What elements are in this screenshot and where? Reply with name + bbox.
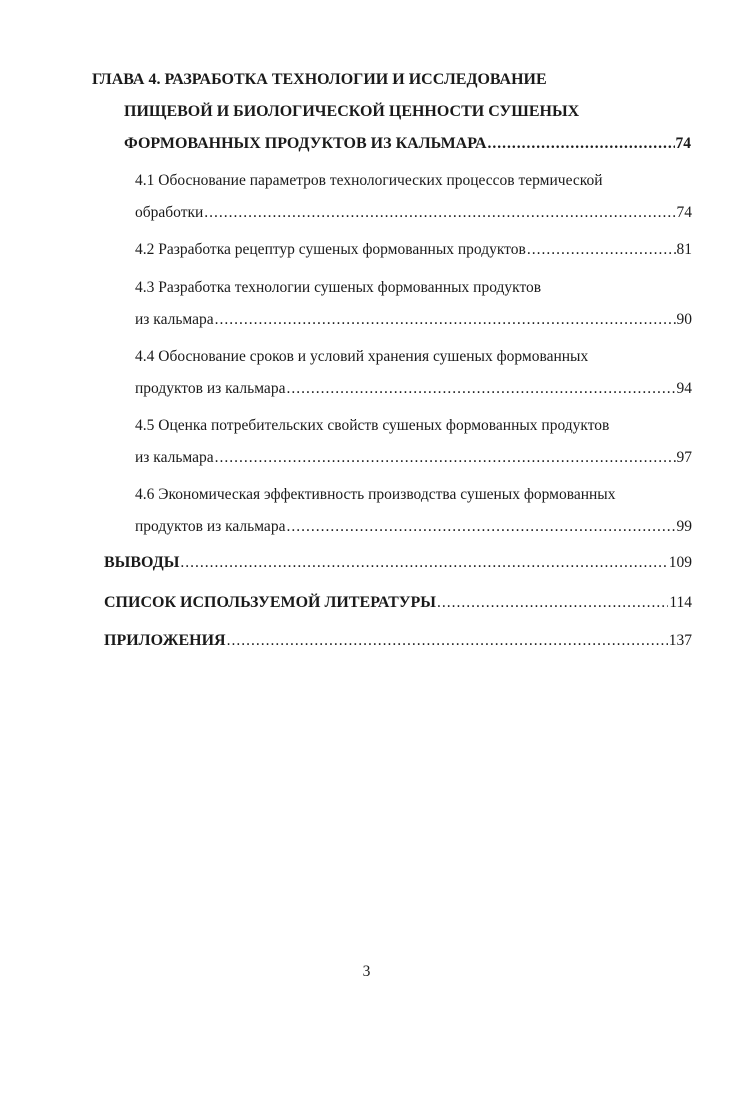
toc-entry-4-3 [135, 310, 692, 330]
dot-leader [286, 517, 675, 537]
toc-entry-4-6 [135, 517, 692, 537]
references-label: СПИСОК ИСПОЛЬЗУЕМОЙ ЛИТЕРАТУРЫ [104, 594, 436, 611]
toc-entry-chapter-4 [124, 134, 691, 154]
toc-entry-4-5-line-1: 4.5 Оценка потребительских свойств сушеных формованных продуктов [135, 417, 610, 434]
toc-entry-4-6-line-2: продуктов из кальмара [135, 518, 286, 535]
dot-leader [180, 553, 667, 573]
page-ref: 90 [676, 311, 692, 328]
toc-entry-4-6-line-1: 4.6 Экономическая эффективность производства сушеных формованных [135, 486, 616, 503]
chapter-title-line-2: ПИЩЕВОЙ И БИОЛОГИЧЕСКОЙ ЦЕННОСТИ СУШЕНЫХ [124, 103, 580, 120]
toc-entry-4-1 [135, 203, 692, 223]
toc-entry-4-3-line-2: из кальмара [135, 311, 214, 328]
toc-entry-4-5 [135, 448, 692, 468]
toc-entry-4-2-line-1: 4.2 Разработка рецептур сушеных формованных продуктов [135, 241, 526, 258]
dot-leader [527, 240, 676, 260]
toc-entry-conclusions [104, 553, 692, 573]
page-ref: 94 [676, 380, 692, 397]
page-ref: 109 [668, 554, 692, 571]
toc-entry-4-3-line-1: 4.3 Разработка технологии сушеных формованных продуктов [135, 279, 542, 296]
page-ref: 97 [676, 449, 692, 466]
dot-leader [286, 379, 675, 399]
toc-entry-references [104, 593, 692, 613]
chapter-title-line-3: ФОРМОВАННЫХ ПРОДУКТОВ ИЗ КАЛЬМАРА [124, 135, 487, 152]
dot-leader [215, 310, 676, 330]
page-ref: 81 [676, 241, 692, 258]
chapter-title-line-1: ГЛАВА 4. РАЗРАБОТКА ТЕХНОЛОГИИ И ИССЛЕДОВАНИЕ [92, 71, 547, 88]
page-ref: 114 [669, 594, 692, 611]
toc-entry-4-1-line-2: обработки [135, 204, 204, 221]
toc-entry-4-2 [135, 240, 692, 260]
toc-entry-4-1-line-1: 4.1 Обоснование параметров технологических процессов термической [135, 172, 603, 189]
toc-entry-appendices [104, 631, 692, 651]
dot-leader [215, 448, 676, 468]
conclusions-label: ВЫВОДЫ [104, 554, 180, 571]
dot-leader [488, 134, 675, 154]
page-ref: 137 [668, 632, 692, 649]
page-number: 3 [362, 963, 371, 980]
page-ref: 99 [676, 518, 692, 535]
toc-entry-4-4 [135, 379, 692, 399]
dot-leader [204, 203, 675, 223]
dot-leader [227, 631, 668, 651]
appendices-label: ПРИЛОЖЕНИЯ [104, 632, 226, 649]
dot-leader [437, 593, 668, 613]
page-ref: 74 [676, 204, 692, 221]
page-ref: 74 [675, 135, 691, 152]
toc-entry-4-4-line-2: продуктов из кальмара [135, 380, 286, 397]
toc-entry-4-4-line-1: 4.4 Обоснование сроков и условий хранения сушеных формованных [135, 348, 589, 365]
toc-entry-4-5-line-2: из кальмара [135, 449, 214, 466]
